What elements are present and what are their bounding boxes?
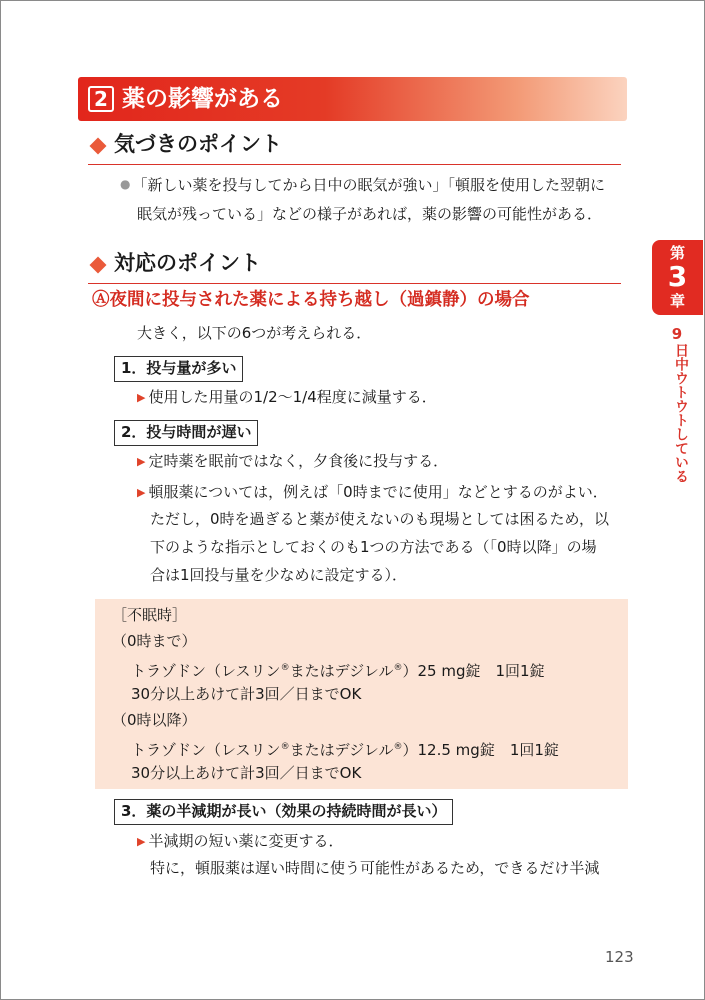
item-2-text-3: ただし，0時を過ぎると薬が使えないのも現場としては困るため，以 (150, 510, 609, 528)
rx-title: ［不眠時］ (112, 606, 188, 624)
rx-after-drug: トラゾドン（レスリン®またはデジレル®）12.5 mg錠 1回1錠 (131, 741, 559, 759)
item-1-label: 1．投与量が多い (114, 356, 243, 382)
chapter-tab-number: 3 (667, 260, 688, 293)
item-2-label: 2．投与時間が遅い (114, 420, 258, 446)
rx-before-label: （0時まで） (112, 632, 197, 650)
response-intro: 大きく，以下の6つが考えられる． (137, 324, 372, 342)
bullet-dot-icon: ● (120, 177, 131, 191)
rx-after-label: （0時以降） (112, 711, 197, 729)
section-title: 薬の影響がある (122, 86, 283, 112)
diamond-icon (90, 138, 107, 155)
response-points-heading (88, 247, 621, 284)
chapter-tab-top: 第 (669, 244, 685, 262)
item-2-text-5: 合は1回投与量を少なめに設定する）． (150, 566, 408, 584)
item-2-text-4: 下のような指示としておくのも1つの方法である（「0時以降」の場 (150, 538, 597, 556)
notice-line-1: ● 「新しい薬を投与してから日中の眠気が強い」「頓服を使用した翌朝に (120, 176, 605, 194)
chapter-section-title: 日中ウトウトしている (673, 343, 689, 483)
response-points-title: 対応のポイント (114, 251, 261, 275)
section-banner (78, 77, 627, 121)
item-3-text-1: ▶ 半減期の短い薬に変更する． (137, 830, 343, 854)
case-a-heading: Ⓐ夜間に投与された薬による持ち越し（過鎮静）の場合 (92, 290, 530, 310)
triangle-bullet-icon: ▶ (137, 835, 146, 848)
item-3-text-2: 特に，頓服薬は遅い時間に使う可能性があるため，できるだけ半減 (150, 859, 600, 877)
notice-points-heading (88, 128, 621, 165)
notice-line-2: 眠気が残っている」などの様子があれば，薬の影響の可能性がある． (137, 205, 603, 223)
chapter-tab (652, 240, 703, 315)
notice-points-title: 気づきのポイント (114, 132, 282, 156)
item-2-text-1: ▶ 定時薬を眠前ではなく，夕食後に投与する． (137, 450, 448, 474)
page-number: 123 (605, 948, 634, 966)
diamond-icon (90, 257, 107, 274)
rx-before-drug: トラゾドン（レスリン®またはデジレル®）25 mg錠 1回1錠 (131, 662, 545, 680)
chapter-section-number: 9 (671, 325, 683, 343)
rx-before-frequency: 30分以上あけて計3回／日までOK (131, 685, 362, 703)
rx-after-frequency: 30分以上あけて計3回／日までOK (131, 764, 362, 782)
triangle-bullet-icon: ▶ (137, 486, 146, 499)
item-3-label: 3．薬の半減期が長い（効果の持続時間が長い） (114, 799, 453, 825)
chapter-tab-bottom: 章 (669, 292, 685, 310)
section-number-badge: 2 (88, 86, 114, 112)
item-2-text-2: ▶ 頓服薬については，例えば「0時までに使用」などとするのがよい． (137, 481, 608, 505)
triangle-bullet-icon: ▶ (137, 455, 146, 468)
triangle-bullet-icon: ▶ (137, 391, 146, 404)
item-1-text: ▶ 使用した用量の1/2～1/4程度に減量する． (137, 386, 437, 410)
